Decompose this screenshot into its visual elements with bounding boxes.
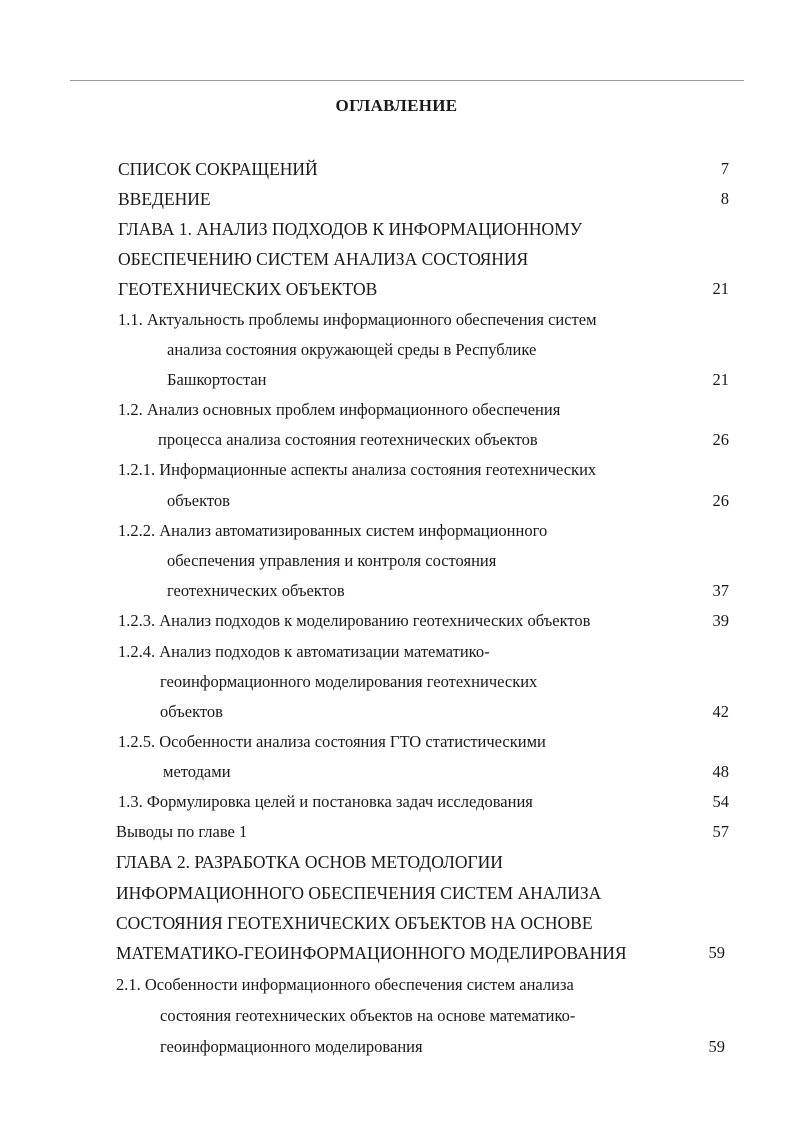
toc-entry-line: геоинформационного моделирования геотехнических [160,672,538,691]
toc-entry-line: МАТЕМАТИКО-ГЕОИНФОРМАЦИОННОГО МОДЕЛИРОВАНИЯ [116,943,627,963]
toc-entry-line: процесса анализа состояния геотехнических объектов [158,430,538,449]
toc-entry-line: состояния геотехнических объектов на основе математико- [160,1006,576,1025]
toc-entry-line: 1.2.5. Особенности анализа состояния ГТО статистическими [118,732,546,751]
toc-entry-line: 1.2.1. Информационные аспекты анализа состояния геотехнических [118,460,597,479]
toc-entry-line: 1.3. Формулировка целей и постановка задач исследования [118,792,533,811]
toc-entry-line: геоинформационного моделирования [160,1037,423,1056]
toc-entry-line: 1.2.4. Анализ подходов к автоматизации математико- [118,642,490,661]
toc-page-number: 37 [712,581,729,600]
toc-page-number: 42 [712,702,729,721]
toc-entry-line: 1.2.2. Анализ автоматизированных систем информационного [118,521,548,540]
toc-entry-line: ИНФОРМАЦИОННОГО ОБЕСПЕЧЕНИЯ СИСТЕМ АНАЛИЗА [116,883,602,903]
toc-entry-line: СПИСОК СОКРАЩЕНИЙ [118,159,318,179]
toc-entry-line: ГЛАВА 2. РАЗРАБОТКА ОСНОВ МЕТОДОЛОГИИ [116,852,503,872]
toc-page-number: 39 [712,611,729,630]
toc-entry-line: анализа состояния окружающей среды в Республике [167,340,537,359]
toc-page-number: 48 [712,762,729,781]
toc-page-number: 59 [708,943,725,962]
toc-entry-line: СОСТОЯНИЯ ГЕОТЕХНИЧЕСКИХ ОБЪЕКТОВ НА ОСНОВЕ [116,913,593,933]
toc-entry-line: ГЕОТЕХНИЧЕСКИХ ОБЪЕКТОВ [118,279,378,299]
page-title: ОГЛАВЛЕНИЕ [335,96,458,115]
toc-entry-line: ОБЕСПЕЧЕНИЮ СИСТЕМ АНАЛИЗА СОСТОЯНИЯ [118,249,529,269]
toc-page-number: 54 [712,792,729,811]
toc-entry-line: 2.1. Особенности информационного обеспечения систем анализа [116,975,574,994]
toc-page-number: 21 [712,370,729,389]
toc-page-number: 57 [712,822,729,841]
toc-entry-line: обеспечения управления и контроля состояния [167,551,497,570]
toc-entry-line: объектов [160,702,223,721]
toc-entry-line: ВВЕДЕНИЕ [118,189,211,209]
toc-entry-line: методами [163,762,231,781]
toc-page-number: 8 [720,189,729,208]
toc-entry-line: 1.1. Актуальность проблемы информационного обеспечения систем [118,310,597,329]
header-rule [70,80,744,81]
toc-entry-line: объектов [167,491,230,510]
toc-entry-line: Башкортостан [167,370,267,389]
toc-page-number: 26 [712,430,729,449]
toc-entry-line: Выводы по главе 1 [116,822,248,841]
toc-entry-line: 1.2.3. Анализ подходов к моделированию геотехнических объектов [118,611,591,630]
toc-entry-line: ГЛАВА 1. АНАЛИЗ ПОДХОДОВ К ИНФОРМАЦИОННОМУ [118,219,583,239]
toc-page-number: 59 [708,1037,725,1056]
toc-entry-line: геотехнических объектов [167,581,345,600]
toc-page-number: 21 [712,279,729,298]
toc-page-number: 7 [720,159,729,178]
toc-entry-line: 1.2. Анализ основных проблем информационного обеспечения [118,400,561,419]
toc-page-number: 26 [712,491,729,510]
